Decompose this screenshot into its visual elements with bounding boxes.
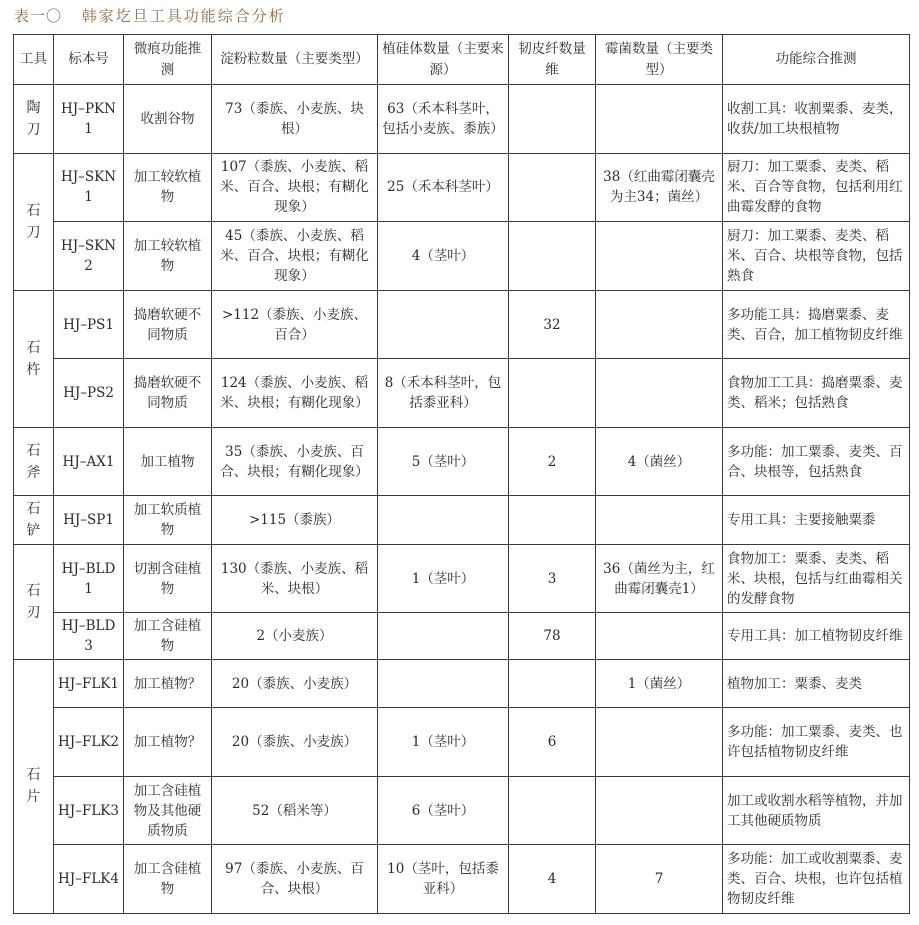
phytolith-cell: 4（茎叶） xyxy=(378,222,509,291)
tool-category: 石刃 xyxy=(14,544,54,659)
fungi-cell: 1（菌丝） xyxy=(596,659,723,707)
specimen-id: HJ–PKN1 xyxy=(54,85,124,154)
phytolith-cell: 1（茎叶） xyxy=(378,544,509,613)
inference-cell: 加工或收割水稻等植物，并加工其他硬质物质 xyxy=(723,776,910,845)
header-starch: 淀粉粒数量（主要类型） xyxy=(212,35,378,85)
header-fungi: 霉菌数量（主要类型） xyxy=(596,35,723,85)
bast-fiber-cell xyxy=(509,776,596,845)
fungi-cell xyxy=(596,708,723,777)
starch-cell: 73（黍族、小麦族、块根） xyxy=(212,85,378,154)
starch-cell: 130（黍族、小麦族、稻米、块根） xyxy=(212,544,378,613)
specimen-id: HJ–FLK4 xyxy=(54,845,124,914)
header-inference: 功能综合推测 xyxy=(723,35,910,85)
inference-cell: 植物加工：粟黍、麦类 xyxy=(723,659,910,707)
starch-cell: 2（小麦族） xyxy=(212,613,378,659)
table-caption xyxy=(14,5,286,26)
header-tool: 工具 xyxy=(14,35,54,85)
specimen-id: HJ–FLK3 xyxy=(54,776,124,845)
bast-fiber-cell xyxy=(509,222,596,291)
starch-cell: 45（黍族、小麦族、稻米、百合、块根；有糊化现象） xyxy=(212,222,378,291)
fungi-cell: 4（菌丝） xyxy=(596,427,723,496)
phytolith-cell: 25（禾本科茎叶） xyxy=(378,153,509,222)
fungi-cell: 7 xyxy=(596,845,723,914)
fungi-cell: 36（菌丝为主，红曲霉闭囊壳1） xyxy=(596,544,723,613)
table-row xyxy=(14,659,910,707)
phytolith-cell: 8（禾本科茎叶，包括黍亚科） xyxy=(378,359,509,428)
specimen-id: HJ–FLK1 xyxy=(54,659,124,707)
table-row xyxy=(14,776,910,845)
bast-fiber-cell: 2 xyxy=(509,427,596,496)
fungi-cell xyxy=(596,496,723,544)
phytolith-cell xyxy=(378,496,509,544)
header-phytolith: 植硅体数量（主要来源） xyxy=(378,35,509,85)
inference-cell: 多功能工具：捣磨粟黍、麦类、百合，加工植物韧皮纤维 xyxy=(723,290,910,359)
tool-category: 石杵 xyxy=(14,290,54,427)
inference-cell: 厨刀：加工粟黍、麦类、稻米、百合等食物，包括利用红曲霉发酵的食物 xyxy=(723,153,910,222)
starch-cell: >115（黍族） xyxy=(212,496,378,544)
bast-fiber-cell: 6 xyxy=(509,708,596,777)
starch-cell: 20（黍族、小麦族） xyxy=(212,708,378,777)
tool-category: 石片 xyxy=(14,659,54,913)
microwear-cell: 加工植物？ xyxy=(124,659,212,707)
inference-cell: 专用工具：主要接触粟黍 xyxy=(723,496,910,544)
bast-fiber-cell: 4 xyxy=(509,845,596,914)
table-row xyxy=(14,845,910,914)
starch-cell: 124（黍族、小麦族、稻米、块根；有糊化现象） xyxy=(212,359,378,428)
phytolith-cell xyxy=(378,613,509,659)
inference-cell: 专用工具：加工植物韧皮纤维 xyxy=(723,613,910,659)
phytolith-cell: 5（茎叶） xyxy=(378,427,509,496)
table-row xyxy=(14,427,910,496)
phytolith-cell xyxy=(378,290,509,359)
table-row xyxy=(14,359,910,428)
inference-cell: 收割工具：收割粟黍、麦类，收获/加工块根植物 xyxy=(723,85,910,154)
specimen-id: HJ–SKN1 xyxy=(54,153,124,222)
microwear-cell: 捣磨软硬不同物质 xyxy=(124,290,212,359)
specimen-id: HJ–SP1 xyxy=(54,496,124,544)
table-row xyxy=(14,496,910,544)
starch-cell: 97（黍族、小麦族、百合、块根） xyxy=(212,845,378,914)
tool-function-table xyxy=(13,34,910,914)
specimen-id: HJ–AX1 xyxy=(54,427,124,496)
table-row xyxy=(14,613,910,659)
fungi-cell xyxy=(596,222,723,291)
specimen-id: HJ–FLK2 xyxy=(54,708,124,777)
phytolith-cell: 63（禾本科茎叶，包括小麦族、黍族） xyxy=(378,85,509,154)
starch-cell: 20（黍族、小麦族） xyxy=(212,659,378,707)
specimen-id: HJ–PS2 xyxy=(54,359,124,428)
tool-category: 石刀 xyxy=(14,153,54,290)
header-row xyxy=(14,35,910,85)
inference-cell: 多功能：加工粟黍、麦类、百合、块根等，包括熟食 xyxy=(723,427,910,496)
inference-cell: 多功能：加工粟黍、麦类、也许包括植物韧皮纤维 xyxy=(723,708,910,777)
inference-cell: 多功能：加工或收割粟黍、麦类、百合、块根，也许包括植物韧皮纤维 xyxy=(723,845,910,914)
specimen-id: HJ–BLD3 xyxy=(54,613,124,659)
microwear-cell: 加工较软植物 xyxy=(124,153,212,222)
microwear-cell: 加工含硅植物 xyxy=(124,613,212,659)
specimen-id: HJ–SKN2 xyxy=(54,222,124,291)
fungi-cell xyxy=(596,776,723,845)
header-specimen: 标本号 xyxy=(54,35,124,85)
table-row xyxy=(14,153,910,222)
fungi-cell xyxy=(596,613,723,659)
table-number: 表一〇 xyxy=(14,7,63,25)
table-body xyxy=(14,85,910,914)
bast-fiber-cell xyxy=(509,153,596,222)
table-title: 韩家圪旦工具功能综合分析 xyxy=(81,7,286,25)
microwear-cell: 加工含硅植物 xyxy=(124,845,212,914)
bast-fiber-cell: 78 xyxy=(509,613,596,659)
header-microwear: 微痕功能推测 xyxy=(124,35,212,85)
microwear-cell: 切割含硅植物 xyxy=(124,544,212,613)
phytolith-cell: 10（茎叶，包括黍亚科） xyxy=(378,845,509,914)
phytolith-cell: 6（茎叶） xyxy=(378,776,509,845)
phytolith-cell: 1（茎叶） xyxy=(378,708,509,777)
starch-cell: 35（黍族、小麦族、百合、块根；有糊化现象） xyxy=(212,427,378,496)
table-row xyxy=(14,222,910,291)
tool-category: 陶刀 xyxy=(14,85,54,154)
table-row xyxy=(14,544,910,613)
fungi-cell: 38（红曲霉闭囊壳为主34；菌丝） xyxy=(596,153,723,222)
starch-cell: >112（黍族、小麦族、百合） xyxy=(212,290,378,359)
bast-fiber-cell xyxy=(509,496,596,544)
bast-fiber-cell xyxy=(509,85,596,154)
microwear-cell: 收割谷物 xyxy=(124,85,212,154)
tool-category: 石铲 xyxy=(14,496,54,544)
bast-fiber-cell xyxy=(509,659,596,707)
starch-cell: 107（黍族、小麦族、稻米、百合、块根；有糊化现象） xyxy=(212,153,378,222)
bast-fiber-cell: 3 xyxy=(509,544,596,613)
table-row xyxy=(14,290,910,359)
specimen-id: HJ–BLD1 xyxy=(54,544,124,613)
microwear-cell: 加工植物 xyxy=(124,427,212,496)
header-bast: 韧皮纤数量维 xyxy=(509,35,596,85)
microwear-cell: 加工植物？ xyxy=(124,708,212,777)
inference-cell: 厨刀：加工粟黍、麦类、稻米、百合、块根等食物，包括熟食 xyxy=(723,222,910,291)
microwear-cell: 加工软质植物 xyxy=(124,496,212,544)
specimen-id: HJ–PS1 xyxy=(54,290,124,359)
bast-fiber-cell: 32 xyxy=(509,290,596,359)
table-row xyxy=(14,85,910,154)
table-row xyxy=(14,708,910,777)
inference-cell: 食物加工工具：捣磨粟黍、麦类、稻米；包括熟食 xyxy=(723,359,910,428)
tool-category: 石斧 xyxy=(14,427,54,496)
fungi-cell xyxy=(596,359,723,428)
inference-cell: 食物加工：粟黍、麦类、稻米、块根，包括与红曲霉相关的发酵食物 xyxy=(723,544,910,613)
fungi-cell xyxy=(596,85,723,154)
starch-cell: 52（稻米等） xyxy=(212,776,378,845)
microwear-cell: 捣磨软硬不同物质 xyxy=(124,359,212,428)
bast-fiber-cell xyxy=(509,359,596,428)
microwear-cell: 加工含硅植物及其他硬质物质 xyxy=(124,776,212,845)
phytolith-cell xyxy=(378,659,509,707)
fungi-cell xyxy=(596,290,723,359)
microwear-cell: 加工较软植物 xyxy=(124,222,212,291)
